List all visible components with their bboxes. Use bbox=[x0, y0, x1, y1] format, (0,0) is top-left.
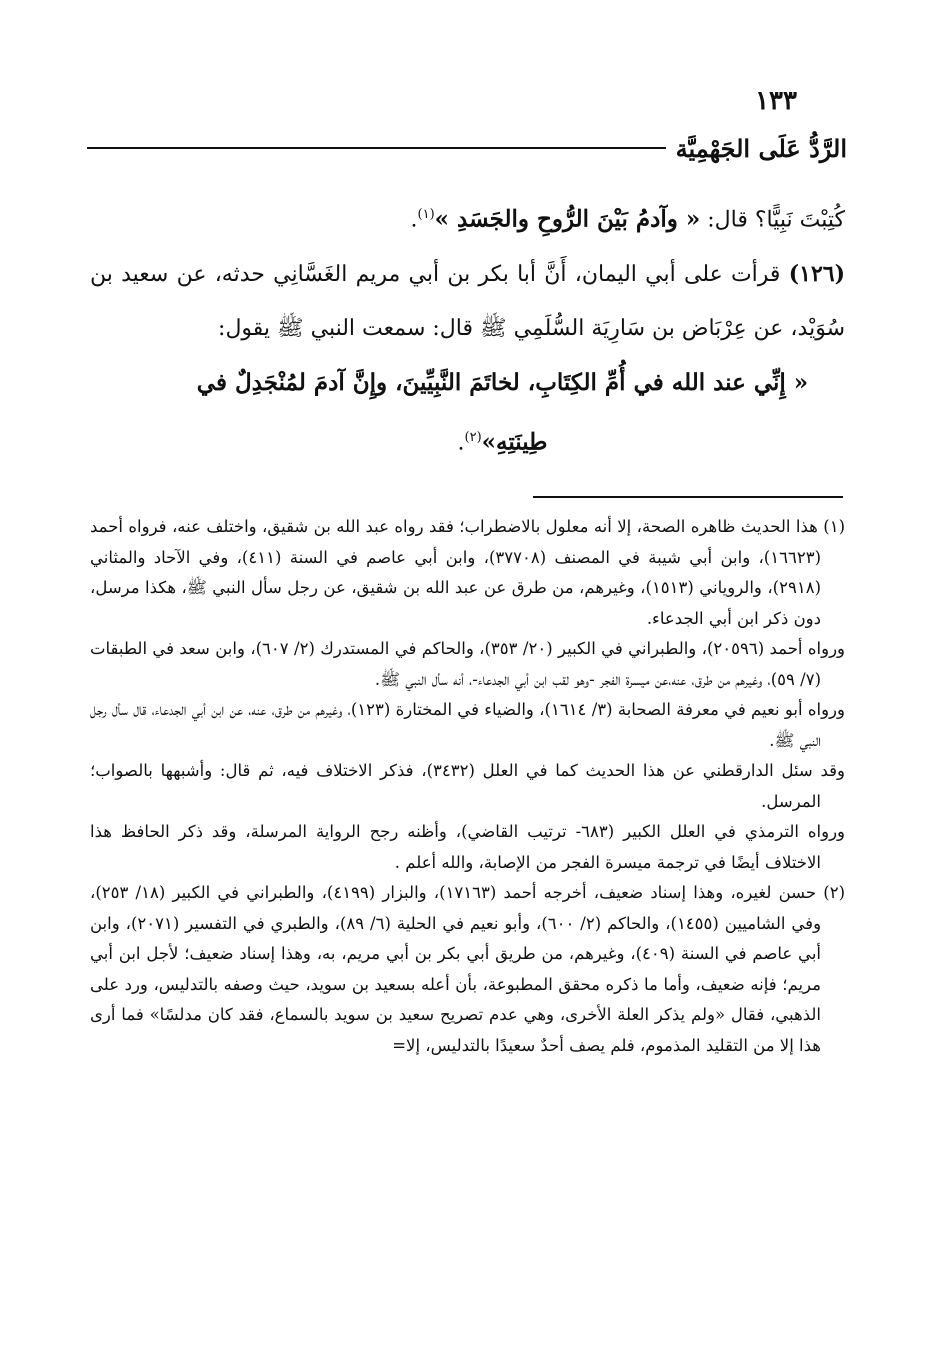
footnote-paragraph: (٢) حسن لغيره، وهذا إسناد ضعيف، أخرجه أحمد (١٧١٦٣)، والبزار (٤١٩٩)، والطبراني في الكبير (١٨/ ٢٥٣)، وفي الشاميين (١٤٥٥)، والحاكم (٢/ ٦٠٠)، وأبو نعيم في الحلية (٦/ ٨٩)، والطبري في التفسير (٢٠٧١)، وابن أبي عاصم في السنة (٤٠٩)، وغيرهم، من طريق أبي بكر بن أبي مريم، به، وهذا إسناد ضعيف؛ لأجل ابن أبي مريم؛ فإنه ضعيف، وأما ما ذكره محقق المطبوعة، بأن أعله بسعيد بن سويد، حيث وصفه بالتدليس، ورد على الذهبي، فقال «ولم يذكر العلة الأخرى، وهي عدم تصريح سعيد بن سويد بالسماع، فقد كان مدلسًا» فما أرى هذا إلا من التقليد المذموم، فلم يصف أحدٌ سعيدًا بالتدليس، إلا= bbox=[90, 883, 845, 1055]
continuation-text: كُتِبْتَ نَبِيًّا؟ قال: bbox=[700, 207, 845, 233]
prophetic-quote: « إِنِّي عند الله في أُمِّ الكِتَابِ، لخاتَمَ النَّبِيِّينَ، وإِنَّ آدمَ لمُنْجَدِلٌ في طِينَتِهِ» bbox=[196, 369, 809, 456]
footnote-ref-2: (٢) bbox=[464, 430, 482, 446]
hadith-number: (١٢٦) bbox=[788, 261, 845, 288]
footnote-paragraph: وقد سئل الدارقطني عن هذا الحديث كما في العلل (٣٤٣٢)، فذكر الاختلاف فيه، ثم قال: وأشبهها بالصواب؛ المرسل. bbox=[90, 761, 845, 811]
header-rule bbox=[87, 147, 666, 149]
prophetic-quote-line: « إِنِّي عند الله في أُمِّ الكِتَابِ، لخاتَمَ النَّبِيِّينَ، وإِنَّ آدمَ لمُنْجَدِلٌ في طِينَتِهِ»$^{(٢)}$. bbox=[196, 369, 809, 456]
footnote-ref-1: (١) bbox=[417, 207, 435, 222]
footnote-paragraph: ورواه أحمد (٢٠٥٩٦)، والطبراني في الكبير (٢٠/ ٣٥٣)، والحاكم في المستدرك (٢/ ٦٠٧)، وابن سعد في الطبقات (٧/ ٥٩)، وغيرهم من طرق، عنه،عن ميسرة الفجر -وهو لقب ابن أبي الجدعاء-، أنه سأل النبي ﷺ. bbox=[90, 639, 846, 689]
running-title: الرَّدُّ عَلَى الجَهْمِيَّة bbox=[675, 133, 847, 163]
continuation-quote: « وآدمُ بَيْنَ الرُّوحِ والجَسَدِ » bbox=[434, 205, 701, 233]
hadith-text: قرأت على أبي اليمان، أَنَّ أبا بكر بن أبي مريم الغَسَّانِي حدثه، عن سعيد بن سُوَيْد، عن عِرْبَاض بن سَارِيَة السُّلَمِي ﷺ قال: سمعت النبي ﷺ يقول: bbox=[90, 262, 845, 342]
running-header bbox=[87, 128, 847, 168]
main-text bbox=[90, 188, 845, 471]
footnote-paragraph: ورواه أبو نعيم في معرفة الصحابة (٣/ ١٦١٤)، والضياء في المختارة (١٢٣)، وغيرهم من طرق، عنه، عن ابن أبي الجدعاء، قال سأل رجل النبي ﷺ. bbox=[90, 700, 845, 750]
hadith-paragraph bbox=[90, 247, 845, 356]
footnotes bbox=[90, 512, 845, 1061]
page-number: ١٣٣ bbox=[755, 86, 797, 116]
footnote-paragraph: (١) هذا الحديث ظاهره الصحة، إلا أنه معلول بالاضطراب؛ فقد رواه عبد الله بن شقيق، واختلف عنه، فرواه أحمد (١٦٦٢٣)، وابن أبي شيبة في المصنف (٣٧٧٠٨)، وابن أبي عاصم في السنة (٤١١)، وفي الآحاد والمثاني (٢٩١٨)، والروياني (١٥١٣)، وغيرهم، من طرق عن عبد الله بن شقيق، عن رجل سأل النبي ﷺ، هكذا مرسل، دون ذكر ابن أبي الجدعاء. bbox=[90, 517, 845, 628]
continuation-line: كُتِبْتَ نَبِيًّا؟ قال: « وآدمُ بَيْنَ الرُّوحِ والجَسَدِ »$^{(١)}$. bbox=[410, 205, 845, 233]
footnote-separator bbox=[533, 496, 843, 498]
footnote-paragraph: ورواه الترمذي في العلل الكبير (٦٨٣- ترتيب القاضي)، وأظنه رجح الرواية المرسلة، وقد ذكر الحافظ هذا الاختلاف أيضًا في ترجمة ميسرة الفجر من الإصابة، والله أعلم . bbox=[90, 822, 845, 872]
